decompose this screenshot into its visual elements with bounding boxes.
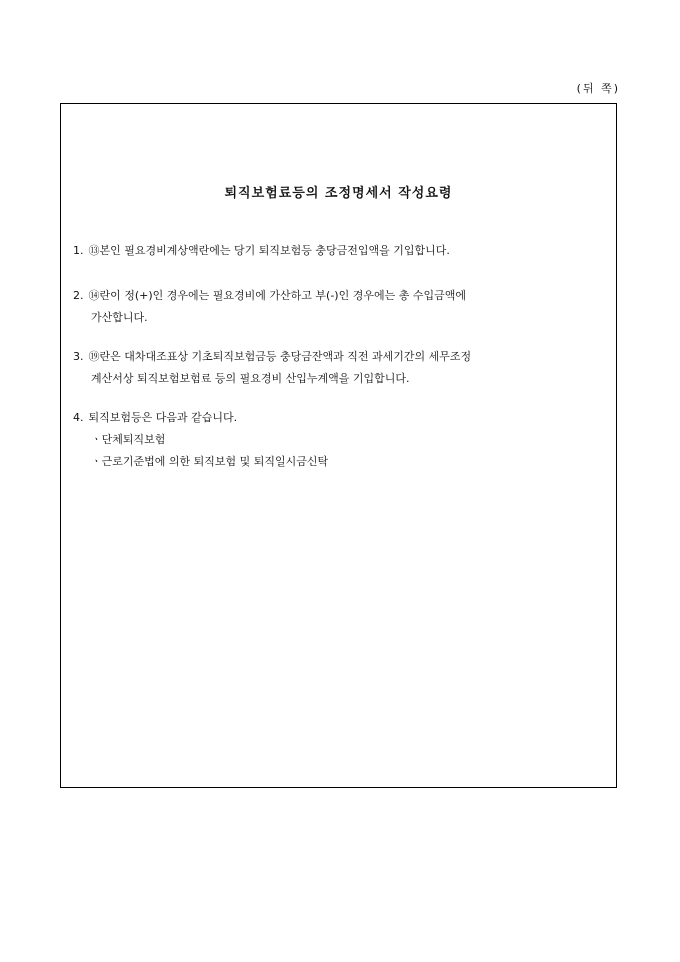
instruction-item-2 [73,285,604,329]
instruction-item-1 [73,240,604,262]
item-number: 4. [73,411,84,424]
item-number: 3. [73,350,84,363]
sub-item: ㆍ근로기준법에 의한 퇴직보험 및 퇴직일시금신탁 [91,455,329,468]
item-number: 2. [73,289,84,302]
instructions-frame [60,103,617,788]
instruction-item-4 [73,407,604,473]
page-side-label: (뒤 쪽) [576,82,620,95]
instructions-title: 퇴직보험료등의 조정명세서 작성요령 [224,186,453,201]
item-text: 퇴직보험등은 다음과 같습니다. [88,411,238,424]
item-text: ⑭란이 정(+)인 경우에는 필요경비에 가산하고 부(-)인 경우에는 총 수입금액에 [88,289,466,302]
item-text-continued: 가산합니다. [91,311,148,324]
item-number: 1. [73,244,84,257]
sub-item: ㆍ단체퇴직보험 [91,433,166,446]
item-text-continued: 계산서상 퇴직보험보험료 등의 필요경비 산입누계액을 기입합니다. [91,372,410,385]
item-text: ⑬본인 필요경비계상액란에는 당기 퇴직보험등 충당금전입액을 기입합니다. [88,244,450,257]
item-text: ⑲란은 대차대조표상 기초퇴직보험금등 충당금잔액과 직전 과세기간의 세무조정 [88,350,472,363]
instruction-item-3 [73,346,604,390]
